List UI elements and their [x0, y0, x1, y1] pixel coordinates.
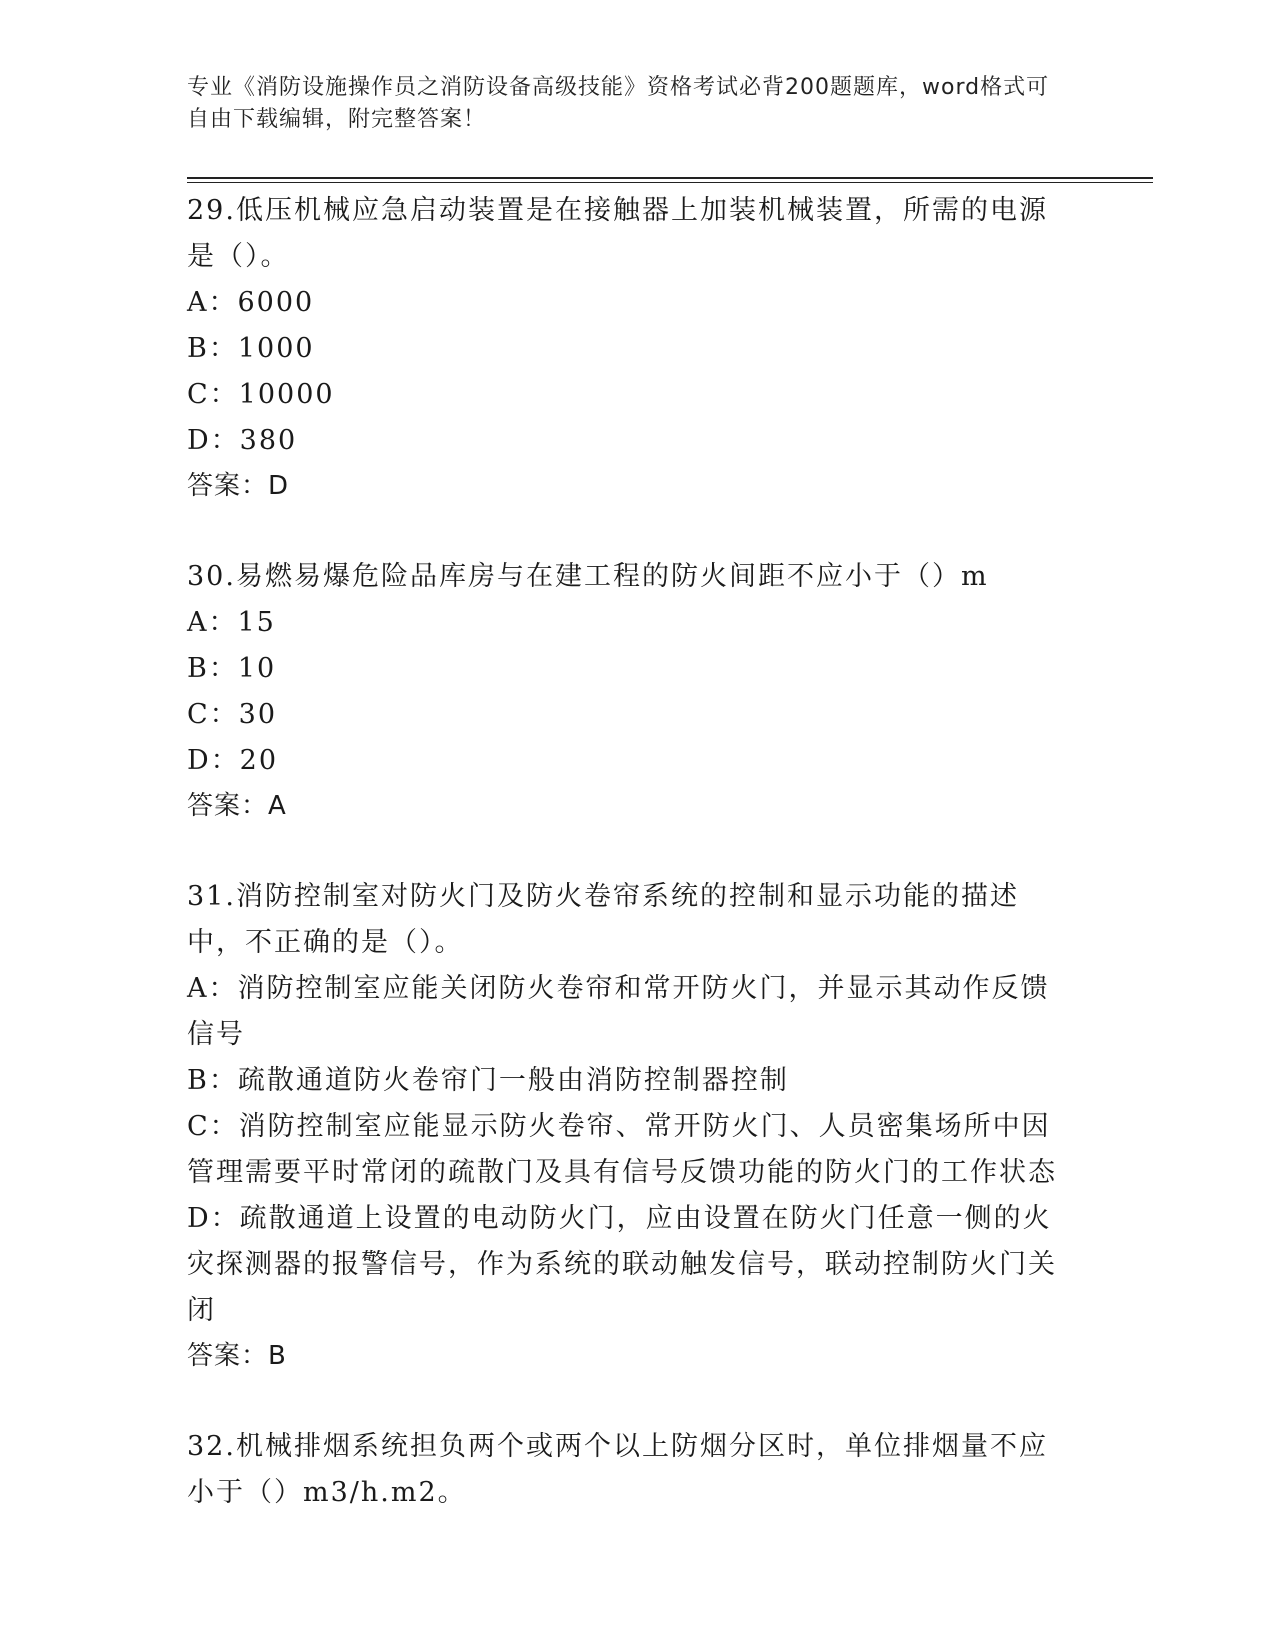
answer: 答案：A [187, 791, 287, 821]
option-d: D：20 [187, 745, 279, 776]
answer: 答案：B [187, 1341, 287, 1371]
answer: 答案：D [187, 471, 290, 501]
option-b: B：1000 [187, 333, 315, 364]
question-stem: 29.低压机械应急启动装置是在接触器上加装机械装置，所需的电源是（）。 [187, 195, 1048, 272]
question-stem: 30.易燃易爆危险品库房与在建工程的防火间距不应小于（）m [187, 561, 989, 592]
page-header: 专业《消防设施操作员之消防设备高级技能》资格考试必背200题题库，word格式可自由下载编辑，附完整答案！ [187, 75, 1050, 132]
question-stem: 32.机械排烟系统担负两个或两个以上防烟分区时，单位排烟量不应小于（）m3/h.m2。 [187, 1431, 1048, 1508]
question-29 [187, 188, 1067, 508]
option-a: A：消防控制室应能关闭防火卷帘和常开防火门，并显示其动作反馈信号 [187, 973, 1050, 1050]
option-b: B：疏散通道防火卷帘门一般由消防控制器控制 [187, 1065, 789, 1096]
question-list [187, 188, 1067, 1562]
option-c: C：30 [187, 699, 278, 730]
question-32 [187, 1424, 1067, 1516]
option-d: D：380 [187, 425, 298, 456]
question-31 [187, 874, 1067, 1378]
header-divider [187, 177, 1153, 183]
question-30 [187, 554, 1067, 828]
option-a: A：6000 [187, 287, 315, 318]
option-c: C：消防控制室应能显示防火卷帘、常开防火门、人员密集场所中因管理需要平时常闭的疏散门及具有信号反馈功能的防火门的工作状态 [187, 1111, 1057, 1188]
option-c: C：10000 [187, 379, 335, 410]
question-stem: 31.消防控制室对防火门及防火卷帘系统的控制和显示功能的描述中，不正确的是（）。 [187, 881, 1019, 958]
option-b: B：10 [187, 653, 277, 684]
option-d: D：疏散通道上设置的电动防火门，应由设置在防火门任意一侧的火灾探测器的报警信号，作为系统的联动触发信号，联动控制防火门关闭 [187, 1203, 1057, 1326]
option-a: A：15 [187, 607, 276, 638]
